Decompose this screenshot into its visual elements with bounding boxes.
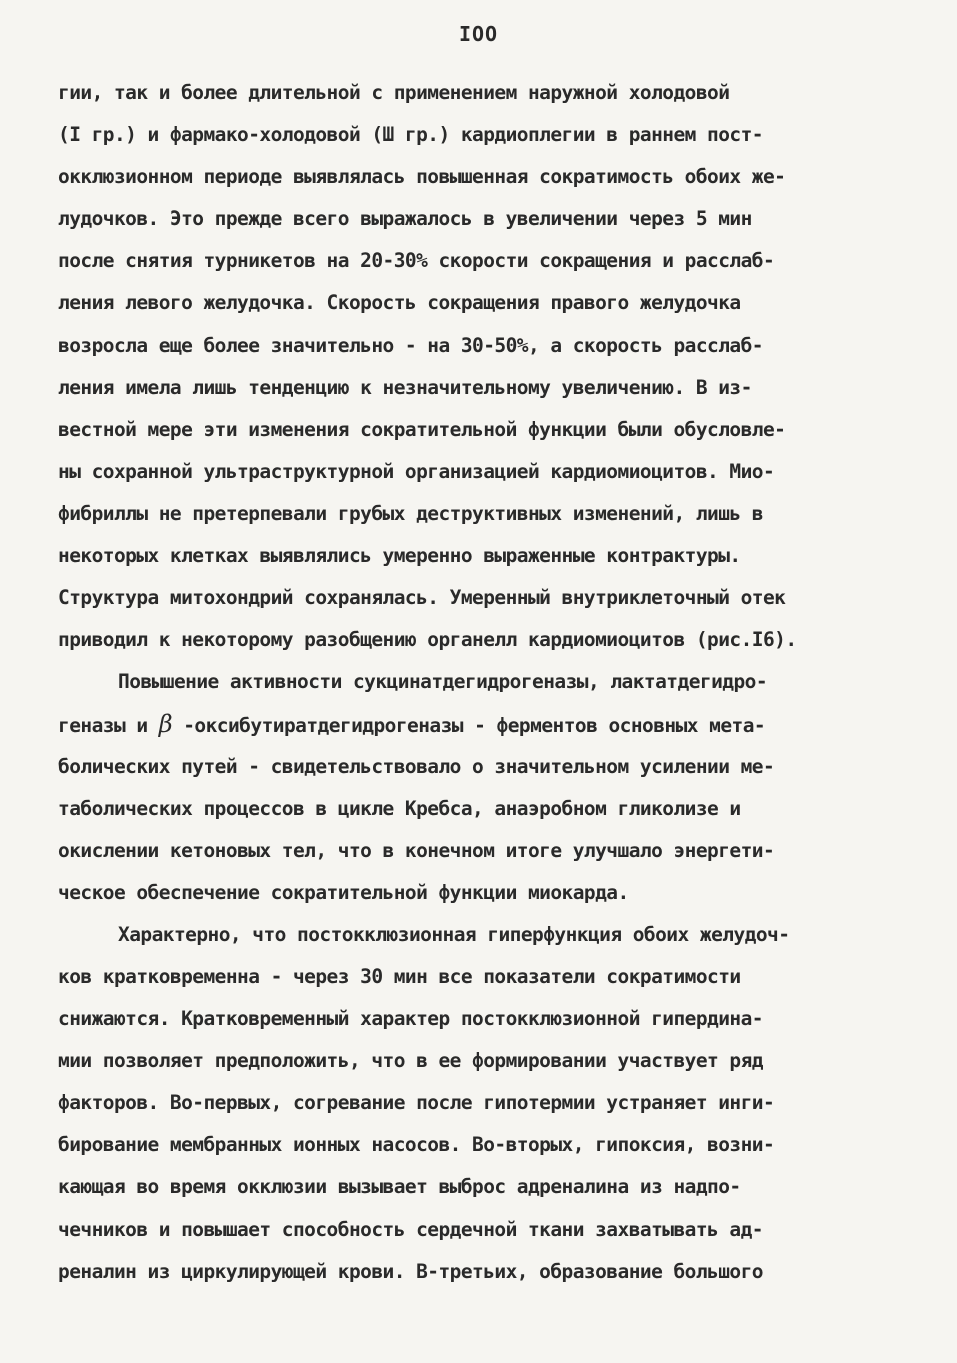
text-line: реналин из циркулирующей крови. В-третьих, образование большого — [58, 1259, 763, 1283]
paragraph-start-line: Характерно, что постокклюзионная гиперфункция обоих желудоч- — [118, 922, 790, 946]
text-line: таболических процессов в цикле Кребса, анаэробном гликолизе и — [58, 796, 741, 820]
text-line: чечников и повышает способность сердечной ткани захватывать ад- — [58, 1217, 763, 1241]
text-line: лудочков. Это прежде всего выражалось в увеличении через 5 мин — [58, 207, 752, 231]
text-line: бирование мембранных ионных насосов. Во-вторых, гипоксия, возни- — [58, 1133, 775, 1157]
text-line: ления имела лишь тенденцию к незначительному увеличению. В из- — [58, 375, 752, 399]
body-text — [58, 72, 908, 1293]
paragraph-start-line: Повышение активности сукцинатдегидрогеназы, лактатдегидро- — [118, 670, 768, 694]
text-line: факторов. Во-первых, согревание после гипотермии устраняет инги- — [58, 1091, 775, 1115]
text-line: приводил к некоторому разобщению органелл кардиомиоцитов (рис.I6). — [58, 628, 797, 652]
text-line: возросла еще более значительно - на 30-50%, а скорость расслаб- — [58, 333, 763, 357]
page-number: IOO — [458, 22, 499, 46]
text-line: ны сохранной ультраструктурной организацией кардиомиоцитов. Мио- — [58, 459, 775, 483]
text-line: Структура митохондрий сохранялась. Умеренный внутриклеточный отек — [58, 586, 786, 610]
text-line: вестной мере эти изменения сократительной функции были обусловле- — [58, 417, 786, 441]
text-line: гии, так и более длительной с применением наружной холодовой — [58, 81, 730, 104]
beta-symbol: β — [158, 710, 173, 739]
text-line: окислении кетоновых тел, что в конечном итоге улучшало энергети- — [58, 838, 775, 862]
text-line: после снятия турникетов на 20-30% скорости сокращения и расслаб- — [58, 249, 775, 273]
text-line: ления левого желудочка. Скорость сокращения правого желудочка — [58, 291, 741, 315]
text-line: некоторых клетках выявлялись умеренно выраженные контрактуры. — [58, 544, 741, 568]
text-fragment: геназы и — [58, 714, 159, 738]
text-line: кающая во время окклюзии вызывает выброс адреналина из надпо- — [58, 1175, 741, 1199]
text-line-with-symbol — [58, 703, 908, 745]
text-line: (I гр.) и фармако-холодовой (Ш гр.) кардиоплегии в раннем пост- — [58, 123, 763, 147]
text-line: ческое обеспечение сократительной функции миокарда. — [58, 880, 629, 904]
text-line: снижаются. Кратковременный характер постокклюзионной гипердина- — [58, 1007, 763, 1031]
text-line: ков кратковременна - через 30 мин все показатели сократимости — [58, 964, 741, 988]
text-fragment: -оксибутиратдегидрогеназы - ферментов основных мета- — [172, 714, 766, 738]
text-line: фибриллы не претерпевали грубых деструктивных изменений, лишь в — [58, 501, 763, 525]
text-line: окклюзионном периоде выявлялась повышенная сократимость обоих же- — [58, 165, 786, 189]
text-line: мии позволяет предположить, что в ее формировании участвует ряд — [58, 1049, 763, 1073]
text-line: болических путей - свидетельствовало о значительном усилении ме- — [58, 754, 775, 778]
